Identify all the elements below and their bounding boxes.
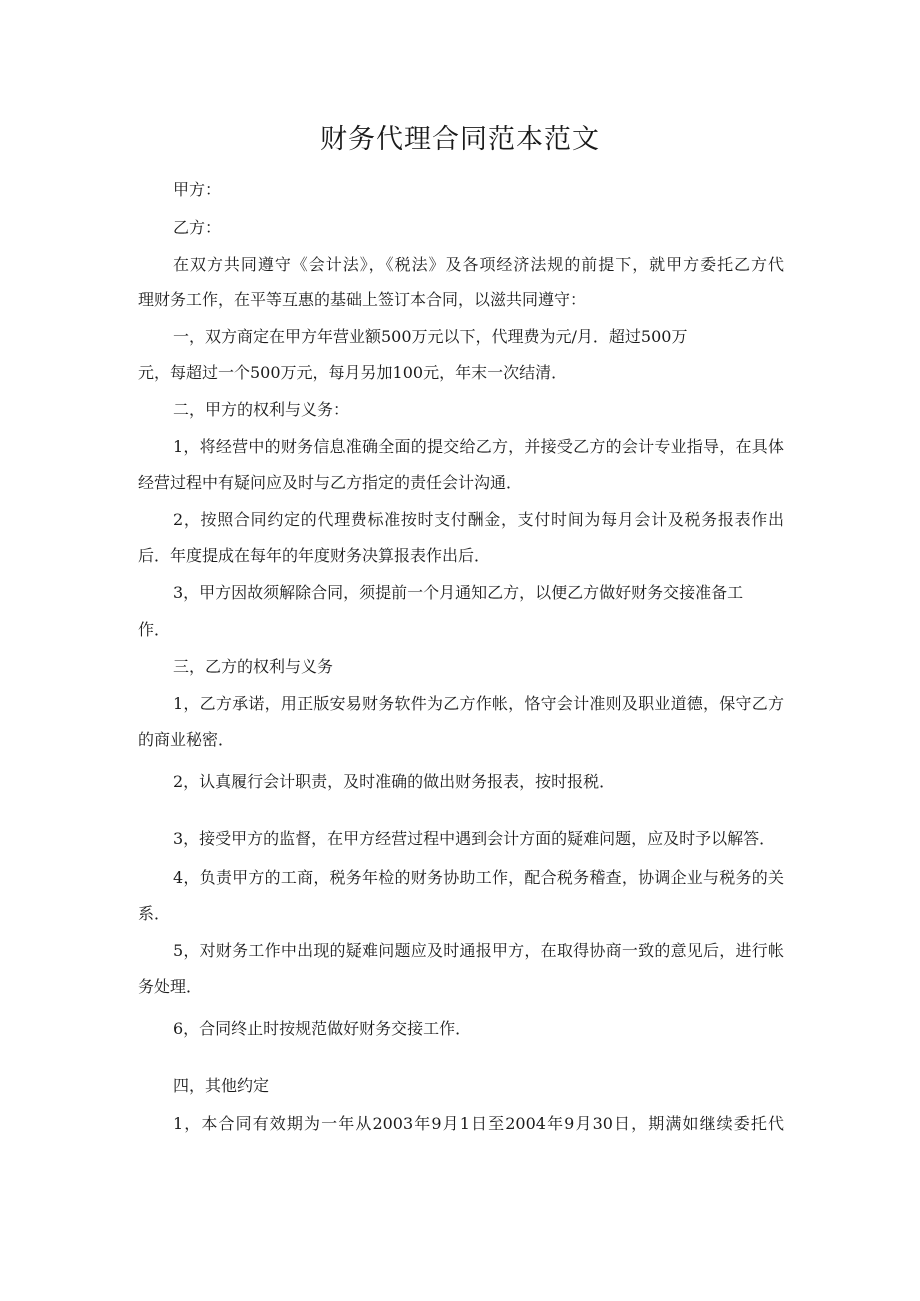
section-4-heading: 四，其他约定 — [173, 1076, 270, 1095]
section-3-item-2-line-1: 2，认真履行会计职责，及时准确的做出财务报表，按时报税． — [173, 772, 616, 791]
section-3-item-6-line-1: 6，合同终止时按规范做好财务交接工作． — [173, 1019, 472, 1038]
section-3-item-5-line-2: 务处理． — [138, 977, 203, 996]
section-2-item-2-line-2: 后．年度提成在每年的年度财务决算报表作出后． — [138, 546, 491, 565]
section-2-item-1-line-2: 经营过程中有疑问应及时与乙方指定的责任会计沟通． — [138, 473, 523, 492]
section-3-item-1-line-2: 的商业秘密． — [138, 730, 235, 749]
section-4-item-1-line-1: 1，本合同有效期为一年从2003年9月1日至2004年9月30日，期满如继续委托代 — [173, 1114, 784, 1133]
section-3-item-5-line-1: 5，对财务工作中出现的疑难问题应及时通报甲方，在取得协商一致的意见后，进行帐 — [173, 941, 784, 960]
section-3-item-1-line-1: 1，乙方承诺，用正版安易财务软件为乙方作帐，恪守会计准则及职业道德，保守乙方 — [173, 694, 784, 713]
section-3-item-3-line-1: 3，接受甲方的监督，在甲方经营过程中遇到会计方面的疑难问题，应及时予以解答． — [173, 829, 776, 848]
section-3-item-4-line-1: 4，负责甲方的工商，税务年检的财务协助工作，配合税务稽查，协调企业与税务的关 — [173, 868, 784, 887]
section-2-heading: 二，甲方的权利与义务： — [173, 400, 350, 419]
section-3-item-4-line-2: 系． — [138, 904, 171, 923]
preamble-line-2: 理财务工作，在平等互惠的基础上签订本合同，以滋共同遵守： — [138, 290, 587, 309]
section-2-item-3-line-1: 3，甲方因故须解除合同，须提前一个月通知乙方，以便乙方做好财务交接准备工 — [173, 583, 744, 602]
section-2-item-3-line-2: 作． — [138, 620, 171, 639]
section-2-item-1-line-1: 1，将经营中的财务信息准确全面的提交给乙方，并接受乙方的会计专业指导，在具体 — [173, 437, 784, 456]
party-b-label: 乙方： — [173, 218, 222, 237]
preamble-line-1: 在双方共同遵守《会计法》，《税法》及各项经济法规的前提下，就甲方委托乙方代 — [173, 255, 784, 274]
document-title: 财务代理合同范本范文 — [320, 124, 600, 155]
clause-1-line-1: 一，双方商定在甲方年营业额500万元以下，代理费为元/月．超过500万 — [173, 327, 688, 346]
section-2-item-2-line-1: 2，按照合同约定的代理费标准按时支付酬金，支付时间为每月会计及税务报表作出 — [173, 510, 784, 529]
clause-1-line-2: 元，每超过一个500万元，每月另加100元，年末一次结清． — [138, 363, 568, 382]
section-3-heading: 三，乙方的权利与义务 — [173, 657, 334, 676]
party-a-label: 甲方： — [173, 180, 222, 199]
